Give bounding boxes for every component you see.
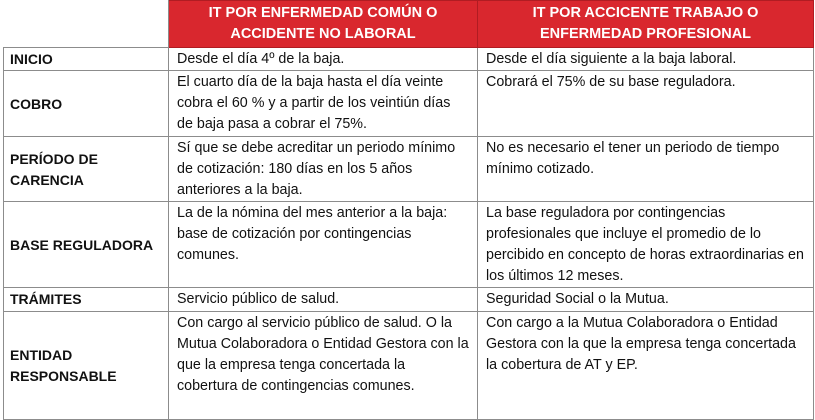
cell-work: Con cargo a la Mutua Colaboradora o Entidad Gestora con la que la empresa tenga concertada la cobertura de AT y EP. bbox=[478, 312, 814, 420]
cell-common: Con cargo al servicio público de salud. O la Mutua Colaboradora o Entidad Gestora con la que la empresa tenga concertada la cobertura de contingencias comunes. bbox=[169, 312, 478, 420]
row-label-entidad-responsable: ENTIDAD RESPONSABLE bbox=[4, 312, 169, 420]
comparison-table bbox=[3, 0, 814, 420]
cell-common: El cuarto día de la baja hasta el día veinte cobra el 60 % y a partir de los veintiún días de baja pasa a cobrar el 75%. bbox=[169, 71, 478, 137]
cell-common: Sí que se debe acreditar un periodo mínimo de cotización: 180 días en los 5 años anteriores a la baja. bbox=[169, 137, 478, 202]
header-common-illness: IT POR ENFERMEDAD COMÚN O ACCIDENTE NO LABORAL bbox=[169, 1, 478, 48]
table-row bbox=[4, 48, 814, 71]
table-row bbox=[4, 312, 814, 420]
cell-work: Desde el día siguiente a la baja laboral. bbox=[478, 48, 814, 71]
row-label-cobro: COBRO bbox=[4, 71, 169, 137]
table-row bbox=[4, 71, 814, 137]
cell-common: La de la nómina del mes anterior a la baja: base de cotización por contingencias comunes. bbox=[169, 202, 478, 288]
corner-cell bbox=[4, 1, 169, 48]
row-label-base-reguladora: BASE REGULADORA bbox=[4, 202, 169, 288]
row-label-periodo-carencia: PERÍODO DE CARENCIA bbox=[4, 137, 169, 202]
cell-common: Servicio público de salud. bbox=[169, 288, 478, 312]
cell-work: Cobrará el 75% de su base reguladora. bbox=[478, 71, 814, 137]
table-row bbox=[4, 288, 814, 312]
table-row bbox=[4, 202, 814, 288]
cell-work: Seguridad Social o la Mutua. bbox=[478, 288, 814, 312]
row-label-tramites: TRÁMITES bbox=[4, 288, 169, 312]
cell-work: No es necesario el tener un periodo de tiempo mínimo cotizado. bbox=[478, 137, 814, 202]
header-row bbox=[4, 1, 814, 48]
cell-work: La base reguladora por contingencias profesionales que incluye el promedio de lo percibido en concepto de horas extraordinarias en los últimos 12 meses. bbox=[478, 202, 814, 288]
header-work-accident: IT POR ACCICENTE TRABAJO O ENFERMEDAD PROFESIONAL bbox=[478, 1, 814, 48]
cell-common: Desde el día 4º de la baja. bbox=[169, 48, 478, 71]
table-row bbox=[4, 137, 814, 202]
row-label-inicio: INICIO bbox=[4, 48, 169, 71]
